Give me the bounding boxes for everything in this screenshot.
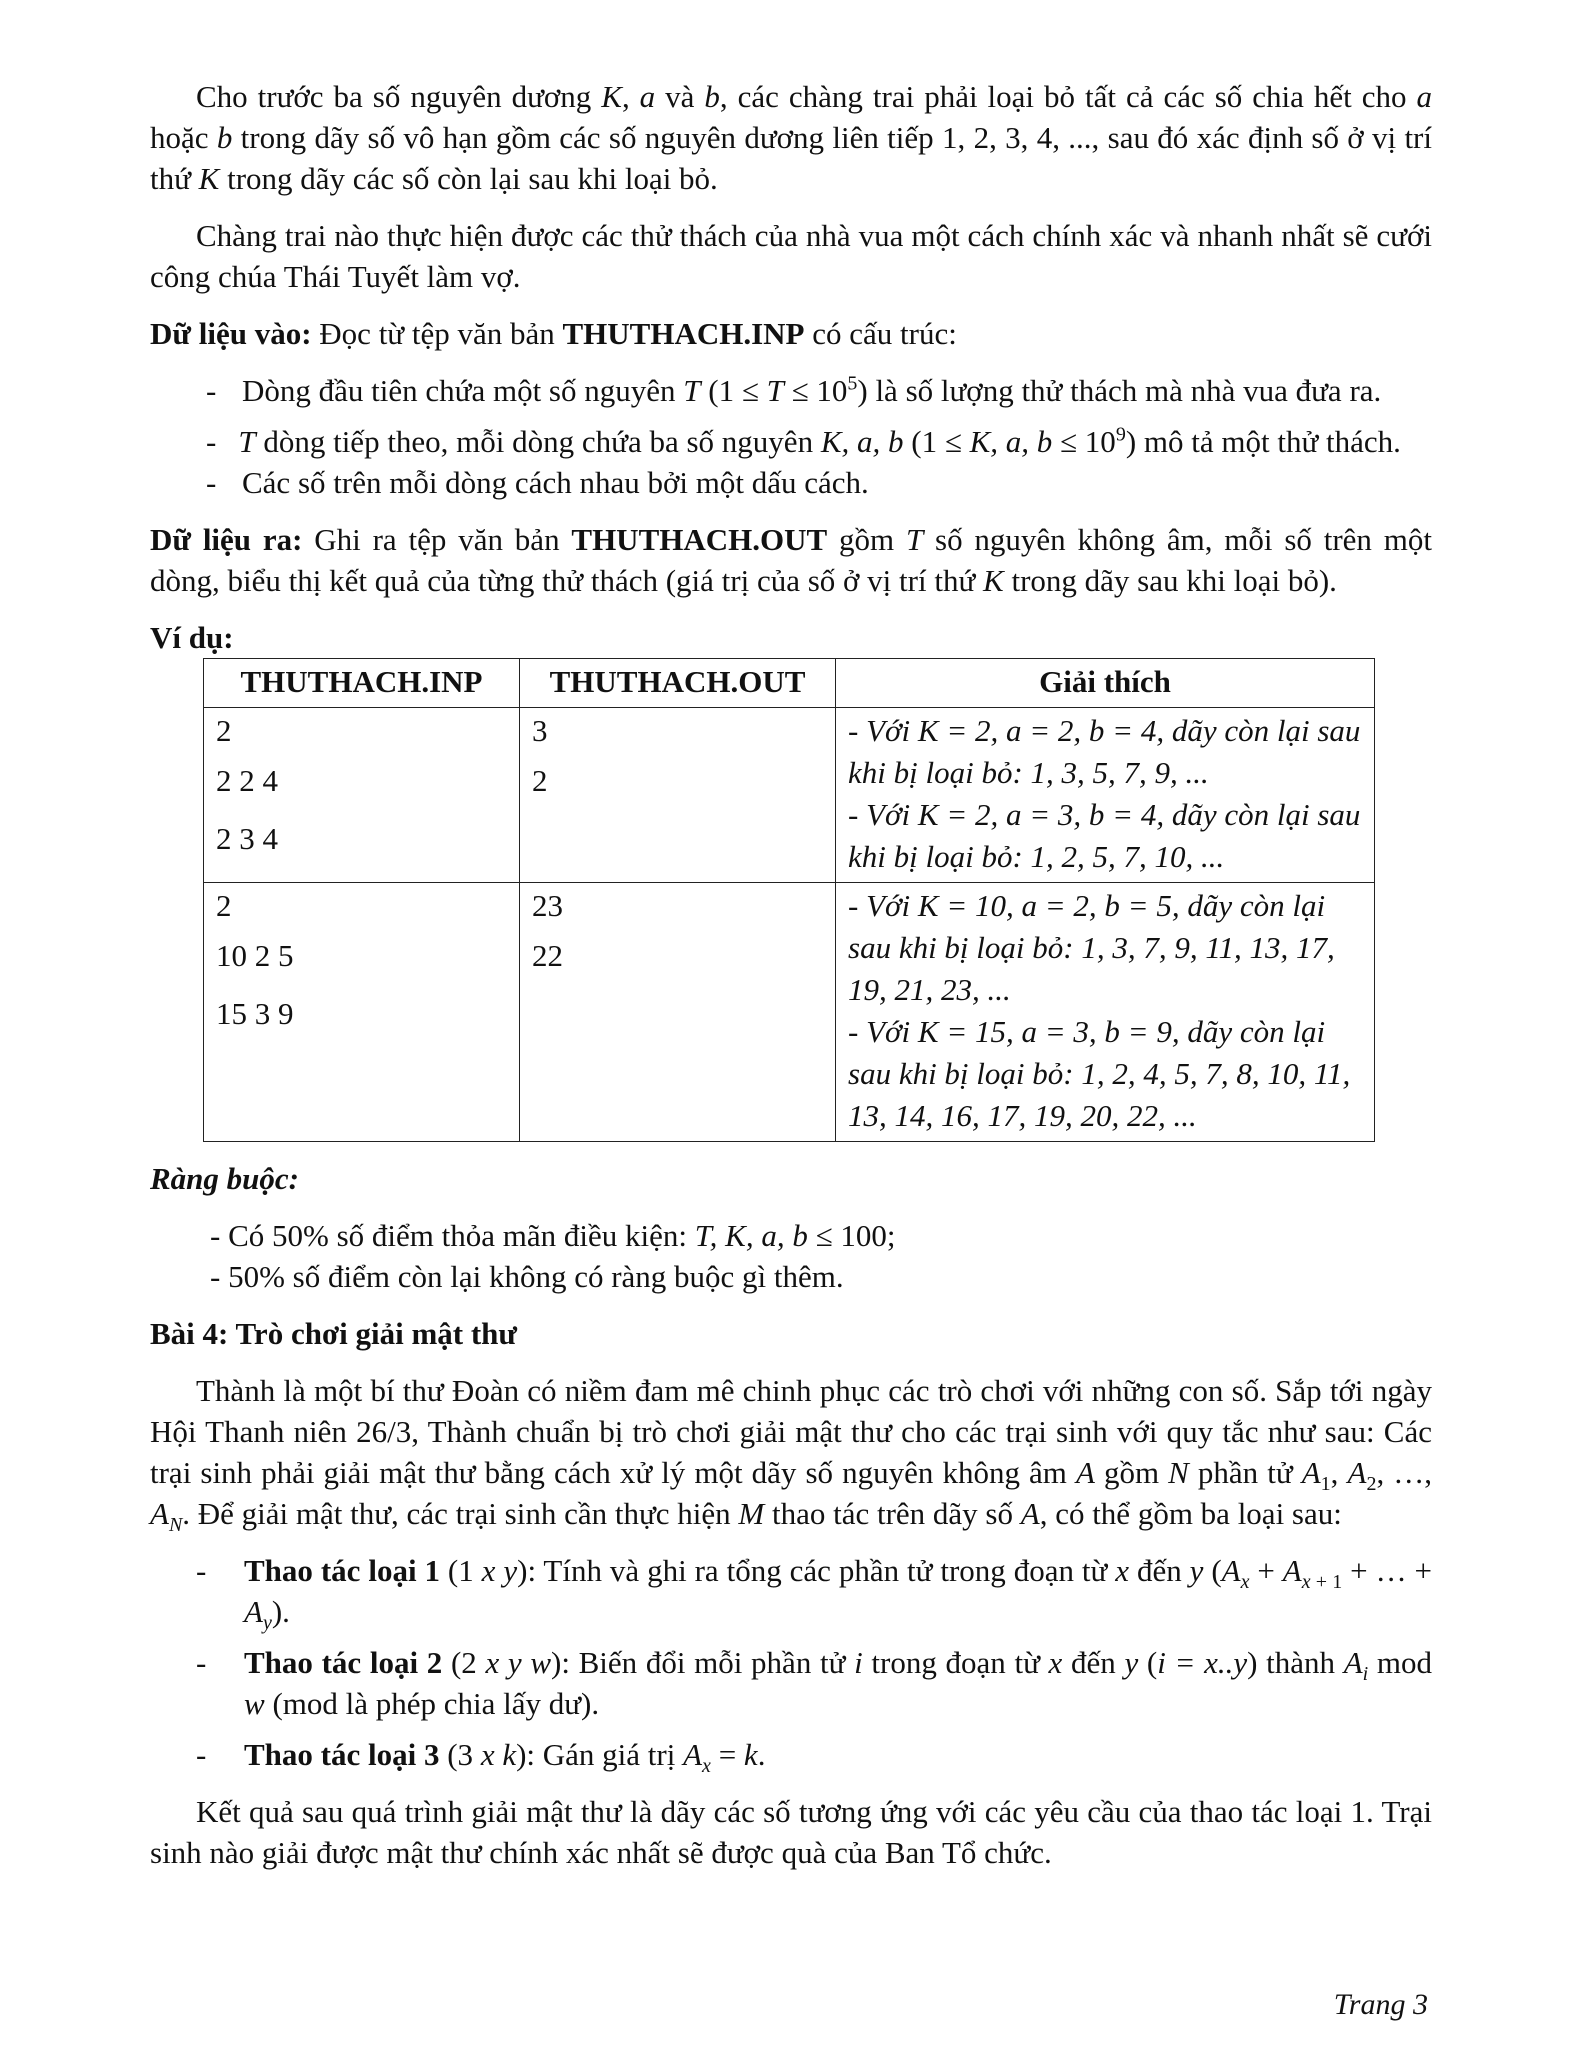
output-cell: 3 2 xyxy=(520,708,836,883)
operation-type-3: - Thao tác loại 3 (3 x k): Gán giá trị $A_x = k$. xyxy=(196,1737,766,1778)
operation-type-2: - Thao tác loại 2 (2 x y w): Biến đổi mỗi phần tử i trong đoạn từ x đến y (i = x..y) thành $A_i$ mod w (mod là phép chia lấy dư). xyxy=(196,1645,1432,1721)
operation-type-1: - Thao tác loại 1 (1 x y): Tính và ghi ra tổng các phần tử trong đoạn từ x đến y ($A_x + A_{x + 1}$ + … + $A_y$). xyxy=(196,1553,1432,1635)
input-cell: 2 10 2 5 15 3 9 xyxy=(204,883,520,1142)
intro-paragraph-2: Chàng trai nào thực hiện được các thử thách của nhà vua một cách chính xác và nhanh nhất sẽ cưới công chúa Thái Tuyết làm vợ. xyxy=(150,218,1432,294)
constraints-heading: Ràng buộc: xyxy=(150,1161,299,1196)
table-row xyxy=(204,708,1375,883)
problem-4-paragraph-2: Kết quả sau quá trình giải mật thư là dãy các số tương ứng với các yêu cầu của thao tác loại 1. Trại sinh nào giải được mật thư chính xác nhất sẽ được quà của Ban Tổ chức. xyxy=(150,1794,1432,1870)
input-spec-item-3: - Các số trên mỗi dòng cách nhau bởi một dấu cách. xyxy=(206,465,869,500)
header-output-file: THUTHACH.OUT xyxy=(520,659,836,708)
intro-paragraph-1: Cho trước ba số nguyên dương K, a và b, các chàng trai phải loại bỏ tất cả các số chia hết cho a hoặc b trong dãy số vô hạn gồm các số nguyên dương liên tiếp 1, 2, 3, 4, ..., sau đó xác định số ở vị trí thứ K trong dãy các số còn lại sau khi loại bỏ. xyxy=(150,79,1432,196)
constraint-item-2: - 50% số điểm còn lại không có ràng buộc gì thêm. xyxy=(210,1259,844,1294)
page-number: Trang 3 xyxy=(1333,1988,1428,2021)
problem-4-title: Bài 4: Trò chơi giải mật thư xyxy=(150,1316,518,1351)
table-row xyxy=(204,883,1375,1142)
problem-4-paragraph-1: Thành là một bí thư Đoàn có niềm đam mê chinh phục các trò chơi với những con số. Sắp tới ngày Hội Thanh niên 26/3, Thành chuẩn bị trò chơi giải mật thư cho các trại sinh với quy tắc như sau: Các trại sinh phải giải mật thư bằng cách xử lý một dãy số nguyên không âm A gồm N phần tử $A_1$, $A_2$, …, $A_N$. Để giải mật thư, các trại sinh cần thực hiện M thao tác trên dãy số A, có thể gồm ba loại sau: xyxy=(150,1373,1433,1537)
header-input-file: THUTHACH.INP xyxy=(204,659,520,708)
header-explanation: Giải thích xyxy=(836,659,1375,708)
input-cell: 2 2 2 4 2 3 4 xyxy=(204,708,520,883)
output-cell: 23 22 xyxy=(520,883,836,1142)
constraint-item-1: - Có 50% số điểm thỏa mãn điều kiện: T, K, a, b ≤ 100; xyxy=(210,1218,896,1253)
example-heading: Ví dụ: xyxy=(150,620,234,655)
input-spec-item-2: - T dòng tiếp theo, mỗi dòng chứa ba số nguyên K, a, b (1 ≤ K, a, $b \le 10^9$) mô tả một thử thách. xyxy=(206,423,1401,459)
output-spec: Dữ liệu ra: Ghi ra tệp văn bản THUTHACH.OUT gồm T số nguyên không âm, mỗi số trên một dòng, biểu thị kết quả của từng thử thách (giá trị của số ở vị trí thứ K trong dãy sau khi loại bỏ). xyxy=(150,522,1432,598)
input-spec-item-1: - Dòng đầu tiên chứa một số nguyên T $(1 \le T \le 10^5)$ là số lượng thử thách mà nhà vua đưa ra. xyxy=(206,372,1382,408)
input-spec-heading: Dữ liệu vào: Đọc từ tệp văn bản THUTHACH.INP có cấu trúc: xyxy=(150,316,957,351)
example-table xyxy=(203,658,1375,1142)
example-table-header xyxy=(204,659,1375,708)
explanation-cell: - Với K = 10, a = 2, b = 5, dãy còn lại sau khi bị loại bỏ: 1, 3, 7, 9, 11, 13, 17, 19, 21, 23, ... - Với K = 15, a = 3, b = 9, dãy còn lại sau khi bị loại bỏ: 1, 2, 4, 5, 7, 8, 10, 11, 13, 14, 16, 17, 19, 20, 22, ... xyxy=(836,883,1375,1142)
explanation-cell: - Với K = 2, a = 2, b = 4, dãy còn lại sau khi bị loại bỏ: 1, 3, 5, 7, 9, ... - Với K = 2, a = 3, b = 4, dãy còn lại sau khi bị loại bỏ: 1, 2, 5, 7, 10, ... xyxy=(836,708,1375,883)
document-page xyxy=(150,76,1432,1873)
